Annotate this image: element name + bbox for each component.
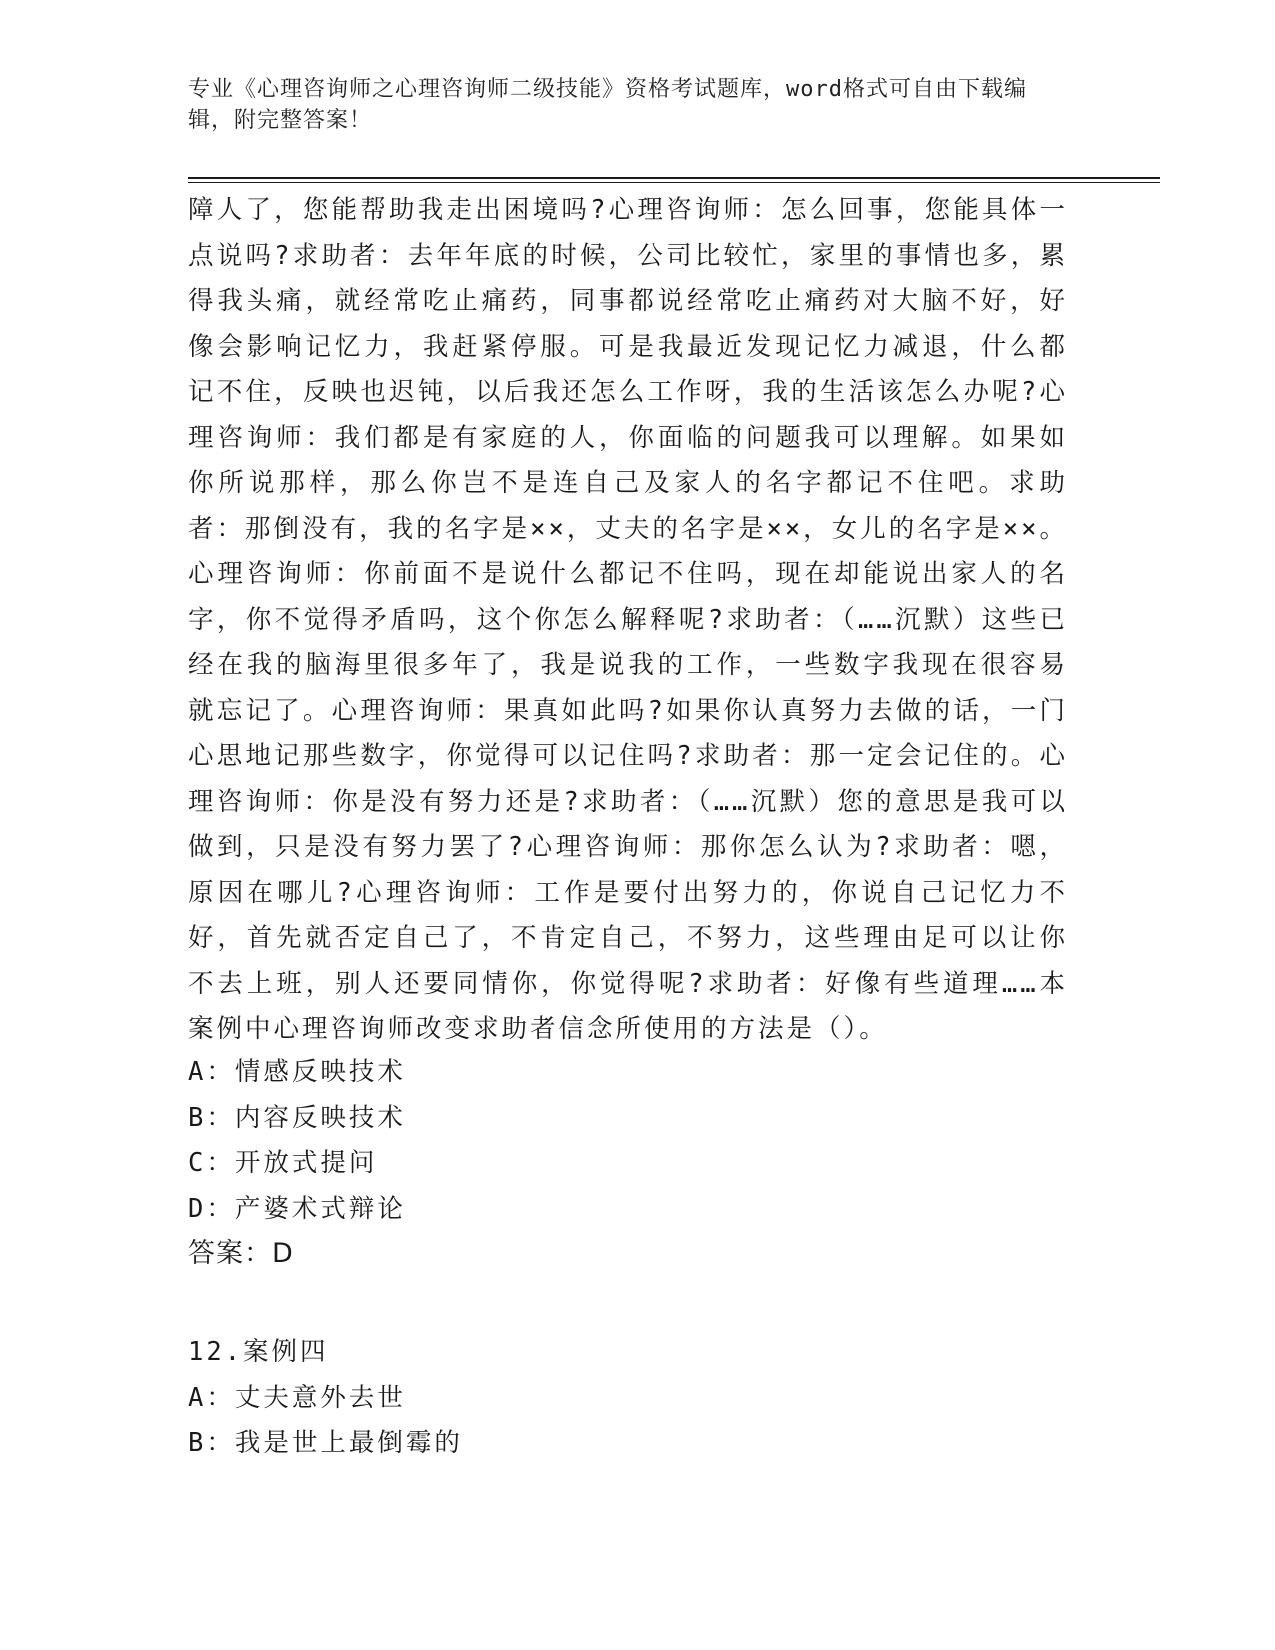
answer-line: 答案：D [188,1238,294,1269]
page-header: 专业《心理咨询师之心理咨询师二级技能》资格考试题库，word格式可自由下载编辑，附完整答案！ [188,77,1027,133]
question-12-option-b: B：我是世上最倒霉的 [188,1428,463,1458]
header-rule-thick [188,177,1160,179]
question-stem: 障人了，您能帮助我走出困境吗?心理咨询师：怎么回事，您能具体一点说吗?求助者：去年年底的时候，公司比较忙，家里的事情也多，累得我头痛，就经常吃止痛药，同事都说经常吃止痛药对大脑不好，好像会影响记忆力，我赶紧停服。可是我最近发现记忆力减退，什么都记不住，反映也迟钝，以后我还怎么工作呀，我的生活该怎么办呢?心理咨询师：我们都是有家庭的人，你面临的问题我可以理解。如果如你所说那样，那么你岂不是连自己及家人的名字都记不住吧。求助者：那倒没有，我的名字是××，丈夫的名字是××，女儿的名字是××。心理咨询师：你前面不是说什么都记不住吗，现在却能说出家人的名字，你不觉得矛盾吗，这个你怎么解释呢?求助者：（……沉默）这些已经在我的脑海里很多年了，我是说我的工作，一些数字我现在很容易就忘记了。心理咨询师：果真如此吗?如果你认真努力去做的话，一门心思地记那些数字，你觉得可以记住吗?求助者：那一定会记住的。心理咨询师：你是没有努力还是?求助者：（……沉默）您的意思是我可以做到，只是没有努力罢了?心理咨询师：那你怎么认为?求助者：嗯，原因在哪儿?心理咨询师：工作是要付出努力的，你说自己记忆力不好，首先就否定自己了，不肯定自己，不努力，这些理由足可以让你不去上班，别人还要同情你，你觉得呢?求助者：好像有些道理……本案例中心理咨询师改变求助者信念所使用的方法是（）。 [188,195,1068,1044]
question-12-option-a: A：丈夫意外去世 [188,1382,406,1413]
option-b: B：内容反映技术 [188,1102,406,1133]
option-d: D：产婆术式辩论 [188,1193,406,1224]
option-c: C：开放式提问 [188,1148,378,1178]
question-12 [188,1330,1068,1467]
question-options [188,1050,1068,1232]
header-rule-thin [188,182,1160,183]
question-12-title: 12.案例四 [188,1337,329,1367]
option-a: A：情感反映技术 [188,1057,406,1087]
